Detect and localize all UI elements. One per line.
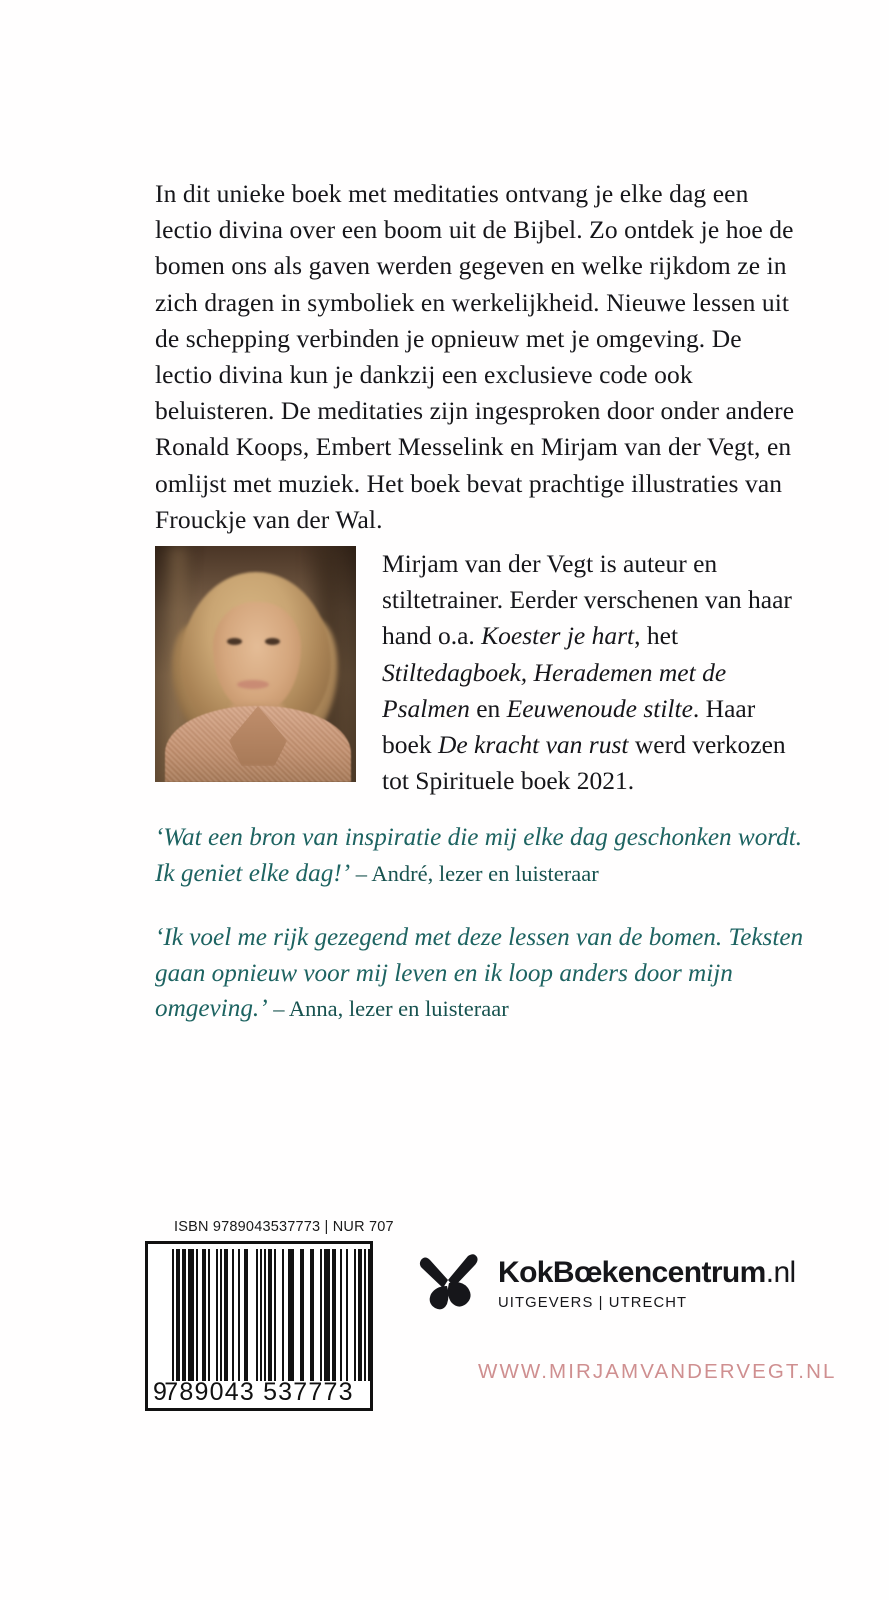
reader-quote-2-attribution: – Anna, lezer en luisteraar: [267, 996, 509, 1021]
book-blurb: In dit unieke boek met meditaties ontvang je elke dag een lectio divina over een boom uit de Bijbel. Zo ontdek je hoe de bomen ons als gaven werden gegeven en welke rijkdom ze in zich dragen in symboliek en werkelijkheid. Nieuwe lessen uit de schepping verbinden je opnieuw met je omgeving. De lectio divina kun je dankzij een exclusieve code ook beluisteren. De meditaties zijn ingesproken door onder andere Ronald Koops, Embert Messelink en Mirjam van der Vegt, en omlijst met muziek. Het boek bevat prachtige illustraties van Frouckje van der Wal.: [155, 179, 795, 534]
publisher-name-main: KokBœkencentrum: [498, 1256, 766, 1289]
reader-quote-2: [155, 920, 810, 1027]
sprout-icon: [418, 1250, 480, 1316]
publisher-text: [498, 1250, 796, 1311]
author-biography: Mirjam van der Vegt is auteur en stiltetrainer. Eerder verschenen van haar hand o.a. Koester je hart, het Stiltedagboek, Herademen met de Psalmen en Eeuwenoude stilte. Haar boek De kracht van rust werd verkozen tot Spirituele boek 2021.: [382, 549, 792, 796]
reader-quote-1: [155, 820, 810, 891]
publisher-logo: [418, 1250, 796, 1316]
barcode-digit-groups: 789043 537773: [164, 1378, 354, 1406]
portrait-mouth: [237, 680, 269, 689]
barcode-lead-digit: 9: [153, 1378, 169, 1406]
author-website-url[interactable]: WWW.MIRJAMVANDERVEGT.NL: [478, 1360, 837, 1383]
portrait-eye-left: [227, 638, 242, 645]
barcode-digits: [145, 1378, 373, 1407]
reader-quote-1-text: ‘Wat een bron van inspiratie die mij elke dag geschonken wordt. Ik geniet elke dag!’: [155, 824, 803, 887]
author-block: [155, 546, 805, 799]
publisher-name-tld: .nl: [765, 1256, 796, 1289]
publisher-subtitle: UITGEVERS | UTRECHT: [498, 1295, 688, 1311]
portrait-eye-right: [265, 638, 280, 645]
isbn-barcode: [145, 1241, 373, 1411]
publisher-name: [498, 1258, 796, 1288]
author-portrait-photo: [155, 546, 356, 782]
reader-quote-2-text: ‘Ik voel me rijk gezegend met deze lessen van de bomen. Teksten gaan opnieuw voor mij leven en ik loop anders door mijn omgeving.’: [155, 924, 804, 1022]
reader-quote-1-attribution: – André, lezer en luisteraar: [350, 860, 599, 886]
isbn-line: ISBN 9789043537773 | NUR 707: [174, 1219, 394, 1235]
barcode-bars: [172, 1249, 370, 1381]
